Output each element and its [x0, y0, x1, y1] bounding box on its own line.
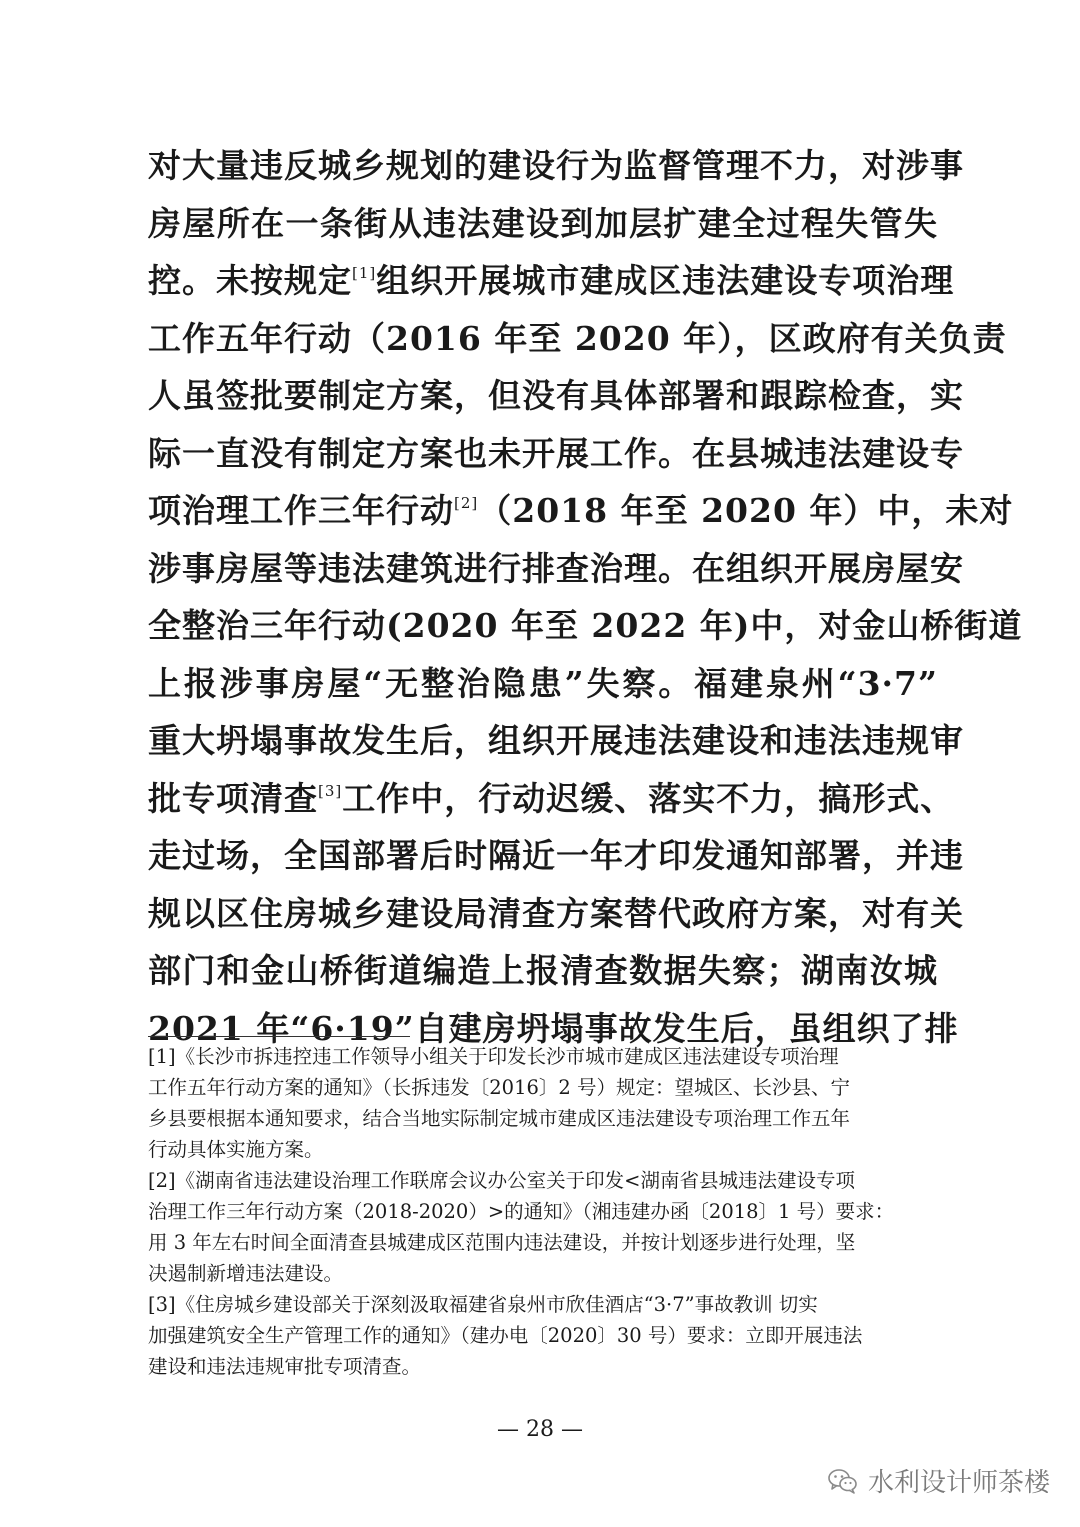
footnote-line: 用 3 年左右时间全面清查县城建成区范围内违法建设，并按计划逐步进行处理，坚 — [148, 1231, 856, 1254]
body-line-text: 工作中，行动迟缓、落实不力，搞形式、 — [342, 778, 955, 818]
footnote-line: [3]《住房城乡建设部关于深刻汲取福建省泉州市欣佳酒店“3·7”事故教训 切实 — [148, 1293, 818, 1316]
footnote-line: 行动具体实施方案。 — [148, 1138, 324, 1161]
footnote-line: 治理工作三年行动方案（2018-2020）>的通知》（湘违建办函〔2018〕1 号）要求： — [148, 1200, 895, 1223]
body-line: 部门和金山桥街道编造上报清查数据失察；湖南汝城 — [148, 951, 938, 990]
footnotes — [148, 1041, 938, 1382]
footnote-line: 决遏制新增违法建设。 — [148, 1262, 344, 1285]
body-line: 规以区住房城乡建设局清查方案替代政府方案，对有关 — [148, 893, 964, 933]
body-line: 涉事房屋等违法建筑进行排查治理。在组织开展房屋安 — [148, 548, 964, 588]
body-line: 重大坍塌事故发生后，组织开展违法建设和违法违规审 — [148, 721, 964, 760]
body-line: 房屋所在一条街从违法建设到加层扩建全过程失管失 — [148, 203, 938, 243]
body-line-text: 组织开展城市建成区违法建设专项治理 — [376, 261, 955, 300]
page-number: — 28 — — [497, 1417, 583, 1442]
footnote-ref-1[interactable]: [1] — [352, 264, 377, 282]
body-line-text: （2018 年至 2020 年）中，未对 — [478, 491, 1014, 530]
watermark-text: 水利设计师茶楼 — [867, 1468, 1050, 1498]
body-line — [148, 770, 955, 828]
body-line: 工作五年行动（2016 年至 2020 年），区政府有关负责 — [148, 318, 1007, 358]
footnote-line: 建设和违法违规审批专项清查。 — [148, 1355, 422, 1378]
footnote-divider — [148, 1036, 410, 1037]
body-line: 上报涉事房屋“无整治隐患”失察。福建泉州“3·7” — [148, 663, 938, 703]
body-line: 对大量违反城乡规划的建设行为监督管理不力，对涉事 — [148, 146, 964, 185]
footnote-ref-2[interactable]: [2] — [454, 494, 479, 512]
wechat-icon — [828, 1468, 858, 1494]
body-line: 走过场，全国部署后时隔近一年才印发通知部署，并违 — [148, 836, 964, 875]
footnote-line: [2]《湖南省违法建设治理工作联席会议办公室关于印发<湖南省县城违法建设专项 — [148, 1169, 855, 1192]
body-line: 2021 年“6·19”自建房坍塌事故发生后，虽组织了排 — [148, 1008, 959, 1048]
footnote-line: 乡县要根据本通知要求，结合当地实际制定城市建成区违法建设专项治理工作五年 — [148, 1107, 851, 1130]
body-line: 人虽签批要制定方案，但没有具体部署和跟踪检查，实 — [148, 376, 964, 415]
body-line-text: 控。未按规定 — [148, 261, 352, 300]
watermark — [828, 1462, 1050, 1499]
body-line-text: 批专项清查 — [148, 778, 318, 818]
footnote-ref-3[interactable]: [3] — [318, 781, 343, 800]
body-text — [148, 137, 1023, 1057]
footnote-line: 工作五年行动方案的通知》（长拆违发〔2016〕2 号）规定：望城区、长沙县、宁 — [148, 1076, 850, 1099]
body-line — [148, 482, 1014, 540]
body-line — [148, 252, 955, 310]
footnote-line: 加强建筑安全生产管理工作的通知》（建办电〔2020〕30 号）要求：立即开展违法 — [148, 1324, 863, 1347]
body-line: 全整治三年行动(2020 年至 2022 年)中，对金山桥街道 — [148, 606, 1023, 645]
footnote-line: [1]《长沙市拆违控违工作领导小组关于印发长沙市城市建成区违法建设专项治理 — [148, 1045, 839, 1068]
body-line: 际一直没有制定方案也未开展工作。在县城违法建设专 — [148, 433, 964, 473]
body-line-text: 项治理工作三年行动 — [148, 491, 454, 530]
